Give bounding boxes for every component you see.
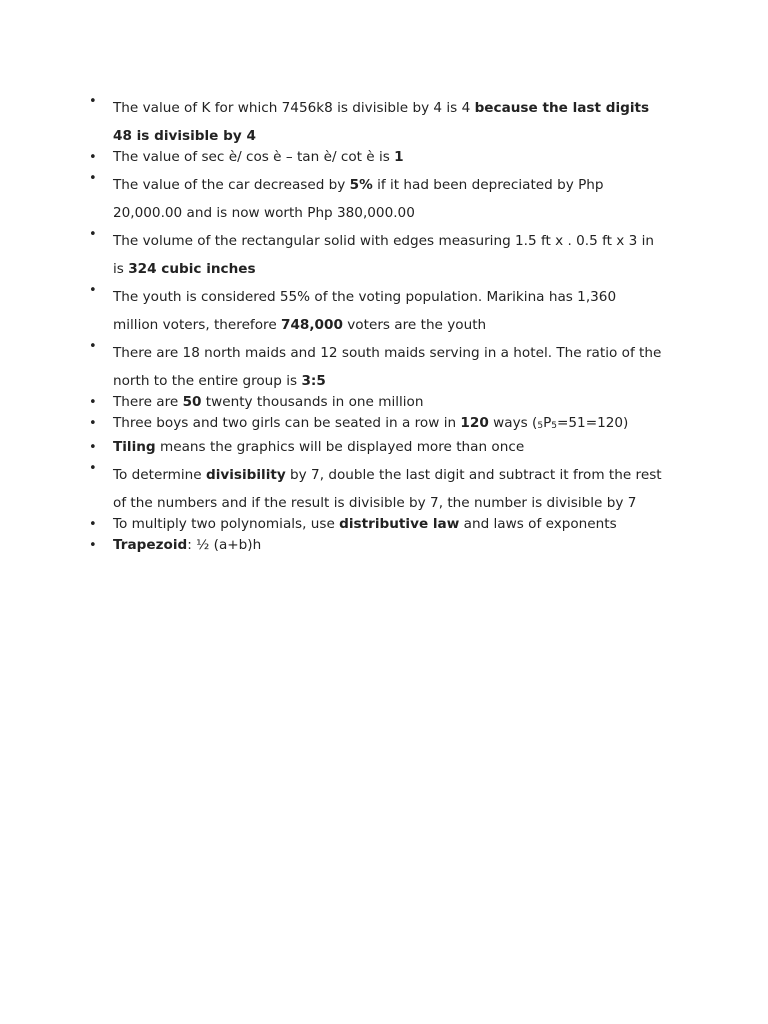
bullet-icon: • <box>89 339 97 354</box>
text-run: To multiply two polynomials, use <box>113 516 340 532</box>
list-item <box>0 147 768 168</box>
text-run: The value of the car decreased by <box>113 177 350 193</box>
bold-text: Trapezoid <box>113 537 188 553</box>
list-item <box>0 224 768 280</box>
item-line <box>113 437 708 458</box>
text-run: : ½ (a+b)h <box>187 537 262 553</box>
subscript-text: 5 <box>551 421 557 431</box>
item-line <box>113 91 708 126</box>
bullet-icon: • <box>89 227 97 242</box>
item-line <box>113 458 708 493</box>
item-line <box>113 259 708 280</box>
list-item <box>0 280 768 336</box>
bullet-icon: • <box>89 416 97 431</box>
text-run: if it had been depreciated by Php <box>372 177 604 193</box>
text-run: by 7, double the last digit and subtract it from the rest <box>285 467 662 483</box>
bullet-icon: • <box>89 440 97 455</box>
list-item <box>0 336 768 392</box>
item-line <box>113 514 708 535</box>
text-run: means the graphics will be displayed more than once <box>155 439 525 455</box>
bold-text: 3:5 <box>301 373 326 389</box>
bold-text: 748,000 <box>281 317 343 333</box>
bold-text: 120 <box>460 415 489 431</box>
text-run: To determine <box>113 467 206 483</box>
bullet-icon: • <box>89 171 97 186</box>
text-run: is <box>113 261 129 277</box>
bold-text: divisibility <box>206 467 286 483</box>
subscript-text: 5 <box>537 421 544 431</box>
text-run: and laws of exponents <box>459 516 617 532</box>
bullet-icon: • <box>89 150 97 165</box>
bold-text: 5% <box>349 177 373 193</box>
list-item <box>0 392 768 413</box>
bold-text: 324 cubic inches <box>128 261 256 277</box>
text-run: The volume of the rectangular solid with edges measuring 1.5 ft x . 0.5 ft x 3 in <box>113 233 655 249</box>
bullet-icon: • <box>89 395 97 410</box>
item-line <box>113 493 708 514</box>
item-line <box>113 126 708 147</box>
text-run: P <box>543 415 552 431</box>
bullet-icon: • <box>89 283 97 298</box>
list-item <box>0 437 768 458</box>
text-run: twenty thousands in one million <box>201 394 424 410</box>
item-line <box>113 203 708 224</box>
item-line <box>113 315 708 336</box>
list-item <box>0 458 768 514</box>
list-item <box>0 168 768 224</box>
item-line <box>113 224 708 259</box>
text-run: There are <box>113 394 183 410</box>
text-run: million voters, therefore <box>113 317 282 333</box>
text-run: The youth is considered 55% of the voting population. Marikina has 1,360 <box>113 289 617 305</box>
text-run: of the numbers and if the result is divisible by 7, the number is divisible by 7 <box>113 495 637 511</box>
bullet-icon: • <box>89 461 97 476</box>
item-line <box>113 535 708 556</box>
text-run: voters are the youth <box>342 317 487 333</box>
item-line <box>113 413 708 437</box>
text-run: Three boys and two girls can be seated in a row in <box>113 415 461 431</box>
item-line <box>113 371 708 392</box>
text-run: The value of K for which 7456k8 is divisible by 4 is 4 <box>113 100 475 116</box>
text-run: north to the entire group is <box>113 373 302 389</box>
bold-text: because the last digits <box>474 100 650 116</box>
bullet-list <box>0 91 768 556</box>
item-line <box>113 147 708 168</box>
bold-text: 48 is divisible by 4 <box>113 128 256 144</box>
text-run: =51=120) <box>557 415 629 431</box>
text-run: 20,000.00 and is now worth Php 380,000.00 <box>113 205 415 221</box>
bullet-icon: • <box>89 517 97 532</box>
item-line <box>113 336 708 371</box>
text-run: ways ( <box>488 415 538 431</box>
item-line <box>113 392 708 413</box>
bold-text: distributive law <box>339 516 460 532</box>
bullet-icon: • <box>89 538 97 553</box>
item-line <box>113 280 708 315</box>
list-item <box>0 514 768 535</box>
bold-text: 1 <box>394 149 404 165</box>
text-run: The value of sec è/ cos è – tan è/ cot è is <box>113 149 395 165</box>
text-run: There are 18 north maids and 12 south maids serving in a hotel. The ratio of the <box>113 345 662 361</box>
list-item <box>0 535 768 556</box>
bullet-icon: • <box>89 94 97 109</box>
item-line <box>113 168 708 203</box>
list-item <box>0 413 768 437</box>
bold-text: 50 <box>182 394 202 410</box>
bold-text: Tiling <box>113 439 156 455</box>
list-item <box>0 91 768 147</box>
